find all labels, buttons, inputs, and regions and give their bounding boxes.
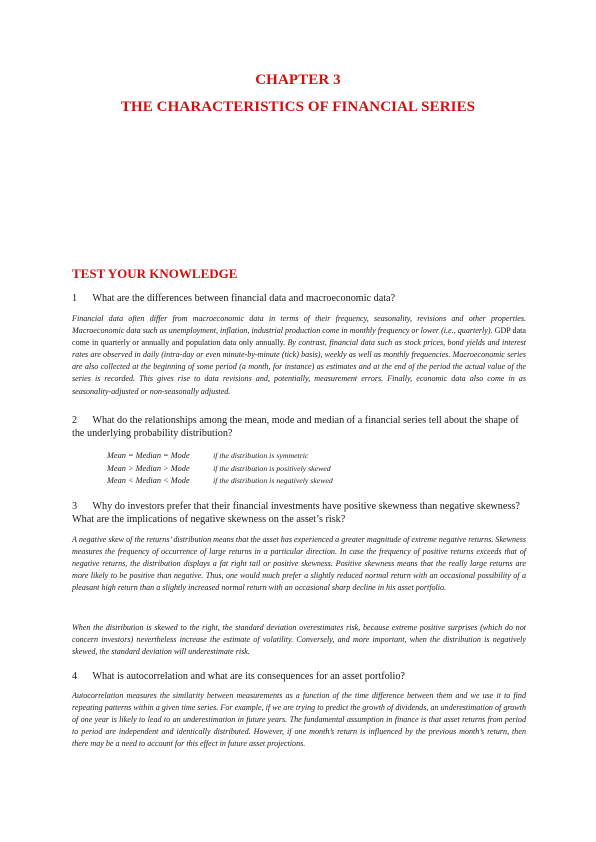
- question-number: 4: [72, 671, 78, 682]
- question-number: 2: [72, 415, 78, 426]
- distribution-relations: [107, 450, 333, 488]
- question-number: 3: [72, 501, 78, 512]
- section-heading: TEST YOUR KNOWLEDGE: [72, 266, 238, 281]
- answer-text: Autocorrelation measures the similarity between measurements as a function of the time difference between them and we use it to find repeating patterns within a given time series. For example, if we are trying to predict the growth of dividends, an underestimation of growth of one year is likely to lead to an underestimation in future years. The fundamental assumption in finance is that asset returns from period to period are independent and identically distributed. However, if one month’s return is influenced by the previous month’s return, then there may be a need to account for this effect in future asset projections.: [72, 691, 526, 749]
- question-text: What is autocorrelation and what are its consequences for an asset portfolio?: [92, 671, 405, 682]
- relation-meaning: if the distribution is negatively skewed: [213, 476, 333, 485]
- relation-row: [107, 463, 333, 476]
- question-text: What do the relationships among the mean, mode and median of a financial series tell about the shape of the underlying probability distribution?: [72, 415, 519, 439]
- question-3: [72, 500, 524, 526]
- relation-expression: Mean < Median < Mode: [107, 476, 190, 485]
- answer-3-part-2: [72, 622, 526, 658]
- relation-expression: Mean = Median = Mode: [107, 451, 190, 460]
- chapter-title: THE CHARACTERISTICS OF FINANCIAL SERIES: [120, 99, 476, 115]
- question-text: What are the differences between financial data and macroeconomic data?: [92, 293, 396, 304]
- question-text: Why do investors prefer that their financial investments have positive skewness than negative skewness? What are the implications of negative skewness on the asset’s risk?: [72, 501, 520, 525]
- chapter-number: CHAPTER 3: [255, 72, 341, 88]
- answer-text: When the distribution is skewed to the right, the standard deviation overestimates risk, because extreme positive surprises (which do not concern investors) nevertheless increase the estimate of volatility. Conversely, and more important, when the distribution is negatively skewed, the standard deviation will underestimate risk.: [72, 623, 526, 657]
- question-number: 1: [72, 293, 78, 304]
- answer-text: Financial data often differ from macroeconomic data in terms of their frequency, seasonality, revisions and other properties. Macroeconomic data such as unemployment, inflation, industrial production come in monthly frequency or lower (i.e., quarterly).: [72, 314, 526, 336]
- answer-1: [72, 313, 526, 398]
- relation-meaning: if the distribution is positively skewed: [213, 463, 331, 473]
- relation-row: [107, 475, 333, 488]
- question-4: [72, 670, 524, 683]
- question-1: [72, 292, 524, 305]
- relation-expression: Mean > Median > Mode: [107, 463, 190, 473]
- question-2: [72, 414, 524, 440]
- answer-text-upright: GDP data come in quarterly or annually and population data only annually.: [72, 326, 527, 348]
- answer-text: By contrast, financial data such as stock prices, bond yields and interest rates are observed in daily (intra-day or even minute-by-minute (tick) basis), weekly as well as monthly frequencies. Macroeconomic series are also collected at the beginning of some period (a month, for instance) as estimates and at the end of the period the actual value of the series is recorded. This gives rise to data revisions and, potentially, measurement errors. Finally, economic data also come in as seasonality-adjusted or non-seasonally adjusted.: [72, 338, 526, 396]
- relation-row: [107, 450, 333, 463]
- answer-text: A negative skew of the returns’ distribution means that the asset has experienced a greater magnitude of extreme negative returns. Skewness measures the frequency of occurrence of large returns in a particular direction. In case the frequency of positive returns exceeds that of negative returns, the distribution displays a fat right tail or positive skewness. Positive skewness means that the really large returns are more likely to be positive than negative. Thus, one would much prefer a slightly reduced normal return with an occasional possibility of a pleasant high return than a slightly increased normal return with an occasional sharp decline in his asset portfolio.: [72, 535, 526, 593]
- answer-3-part-1: [72, 534, 526, 594]
- relation-meaning: if the distribution is symmetric: [213, 451, 309, 460]
- answer-4: [72, 690, 526, 750]
